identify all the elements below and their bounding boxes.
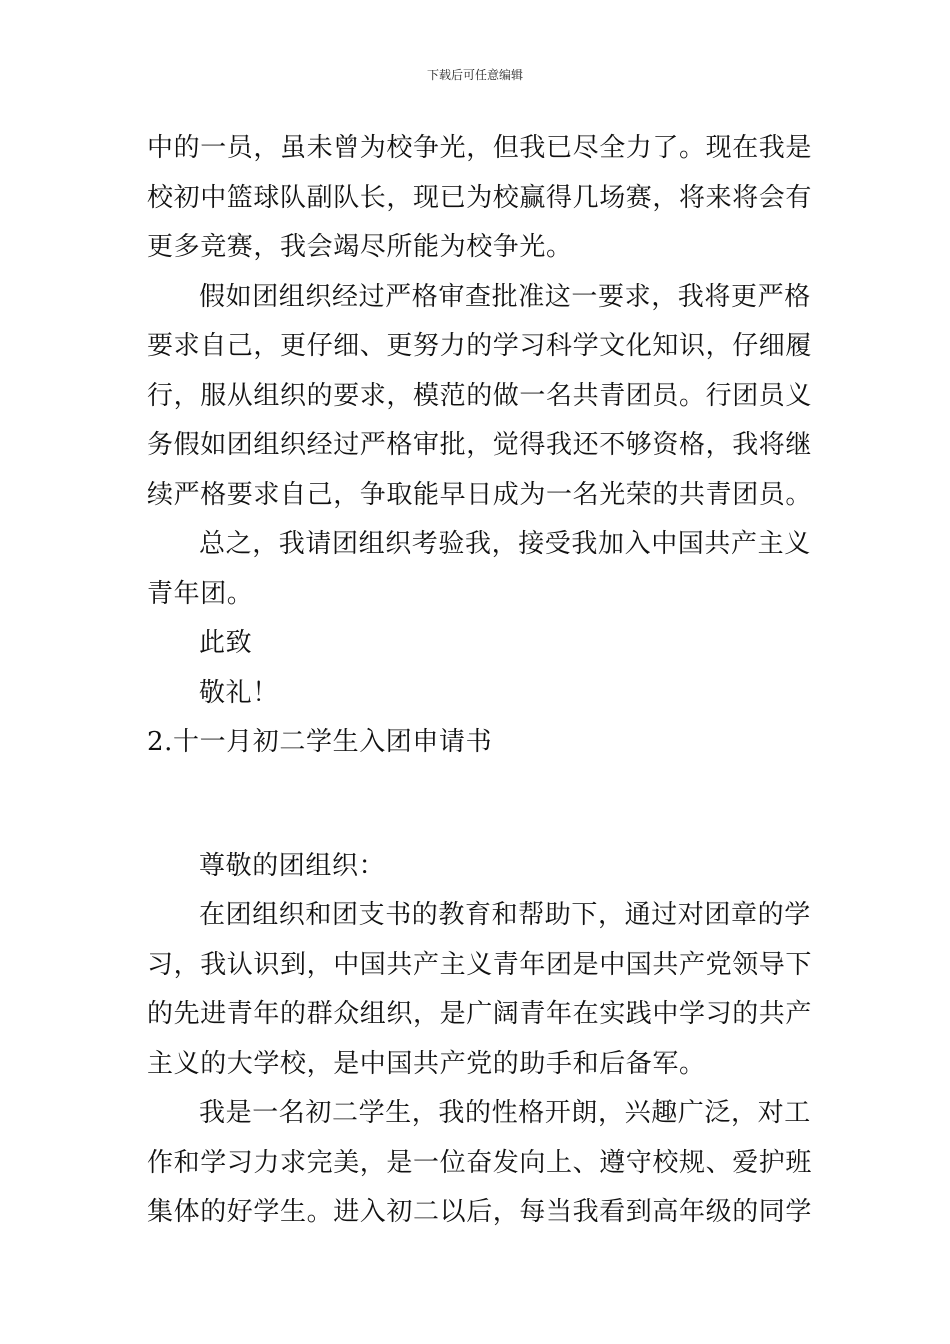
salutation: 尊敬的团组织：	[199, 850, 386, 881]
paragraph-understanding: 在团组织和团支书的教育和帮助下，通过对团章的学习，我认识到，中国共产主义青年团是中国共产党领导下的先进青年的群众组织，是广阔青年在实践中学习的共产主义的大学校，是中国共产党的助手和后备军。	[147, 900, 813, 1079]
closing-line-2: 敬礼！	[199, 677, 279, 708]
document-body	[147, 124, 817, 1238]
page-header-note: 下载后可任意编辑	[426, 68, 523, 82]
paragraph-conclusion: 总之，我请团组织考验我，接受我加入中国共产主义青年团。	[147, 529, 811, 609]
closing-line-1: 此致	[199, 628, 253, 658]
section-title: 2.十一月初二学生入团申请书	[147, 727, 493, 757]
section-spacer	[147, 768, 817, 842]
paragraph-self-intro: 我是一名初二学生，我的性格开朗，兴趣广泛，对工作和学习力求完美，是一位奋发向上、遵守校规、爱护班集体的好学生。进入初二以后，每当我看到高年级的同学	[147, 1098, 813, 1227]
paragraph-pledge: 假如团组织经过严格审查批准这一要求，我将更严格要求自己，更仔细、更努力的学习科学文化知识，仔细履行，服从组织的要求，模范的做一名共青团员。行团员义务假如团组织经过严格审批，觉得我还不够资格，我将继续严格要求自己，争取能早日成为一名光荣的共青团员。	[147, 281, 813, 510]
paragraph-continued: 中的一员，虽未曾为校争光，但我已尽全力了。现在我是校初中篮球队副队长，现已为校赢得几场赛，将来将会有更多竞赛，我会竭尽所能为校争光。	[147, 133, 813, 262]
